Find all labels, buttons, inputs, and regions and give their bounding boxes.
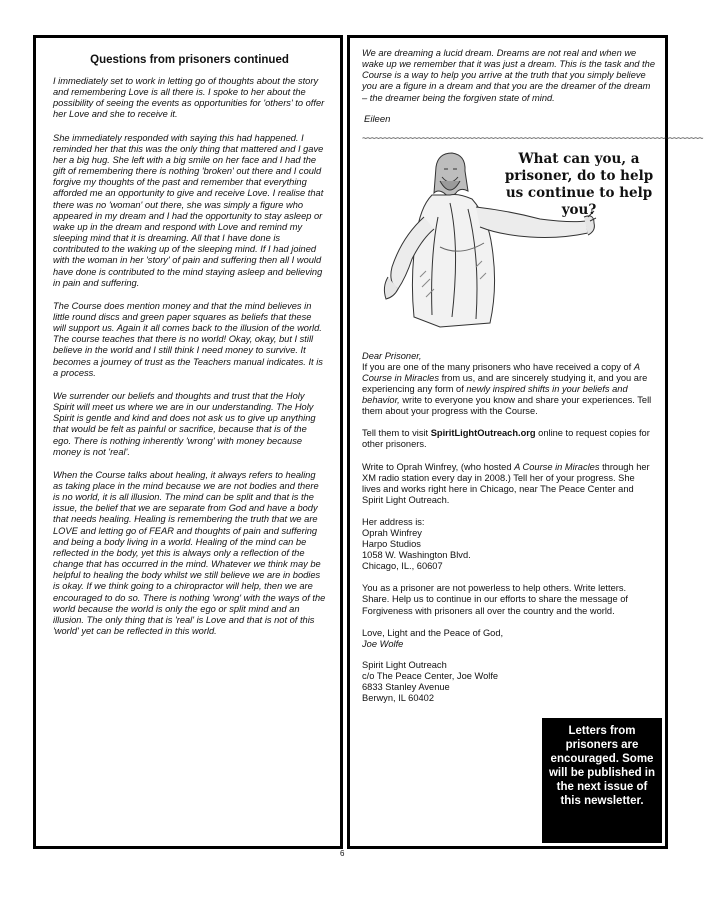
signature-eileen: Eileen — [364, 113, 391, 125]
section-heading: Questions from prisoners continued — [90, 54, 289, 66]
address-block: Her address is: Oprah Winfrey Harpo Studios 1058 W. Washington Blvd. Chicago, IL., 60607 — [362, 516, 471, 572]
paragraph: The Course does mention money and that the mind believes in little round discs and green paper squares as beliefs that these will support us. Again it all comes back to the illusion of the world. The course teaches that there is no world! Okay, okay, but I still believe in the world and I still think I need money to survive. It becomes a journey of trust as the Teachers manual indicates. It is a process. — [53, 300, 323, 378]
paragraph: When the Course talks about healing, it always refers to healing as taking place in the mind because we are not bodies and there is no world, it is all illusion. The mind can be split and that is the issue, the belief that we are separate from God and have a body that needs healing. Healing is remembering the truth that we are LOVE and letting go of FEAR and thoughts of pain and suffering and being a body living in a world. Healing of the mind can be reflected in the body, yet this is always only a reflection of the change that has occurred in the mind. Whatever we think may be helpful to healing the body whilst we still believe we are in bodies is okay. If we think going to a chiropractor will help, then we are encouraged to do so. There is nothing 'wrong' with the ways of the world because the world is only the ego or split mind and an illusion. The only thing that is 'real' is Love and that is not of this 'world' yet can be reflected in this world. — [53, 469, 326, 637]
divider: ~~~~~~~~~~~~~~~~~~~~~~~~~~~~~~~~~~~~~~~~~~~~~~~~~~~~~~~~~~~~~~~~~~~~~~~~~~~~~~~~ — [362, 132, 703, 143]
paragraph-progress: If you are one of the many prisoners who have received a copy of A Course in Miracles from us, and are sincerely studying it, and you are experiencing any form of newly inspired shifts in your beliefs and behavior, write to everyone you know and share your experiences. Tell them about your progress with the Course. — [362, 361, 652, 417]
paragraph-visit: Tell them to visit SpiritLightOutreach.org online to request copies for other prisoners. — [362, 428, 650, 450]
paragraph: She immediately responded with saying this had happened. I reminded her that this was the only thing that mattered and I gave her a big hug. She left with a big smile on her face and I had the gift of remembering there is nothing 'broken' out there and I could forgive my thoughts of the past and remember that everything afforded me an opportunity to give and receive Love. I realise that there was no 'woman' out there, she was simply a figure who appeared in my dream and I had the opportunity to stay asleep or wake up in the dream and respond with Love and remind my sleeping mind that it is dreaming. All that I have done is contributed to the waking up of the sleeping mind. If I had joined with the woman in her 'story' of pain and suffering then all I would have done is contributed to the mind staying asleep and believing in pain and suffering. — [53, 132, 324, 288]
website-link[interactable]: SpiritLightOutreach.org — [430, 428, 536, 439]
right-column — [347, 35, 703, 849]
closing-block: Love, Light and the Peace of God, Joe Wolfe — [362, 627, 504, 649]
promo-block — [362, 143, 655, 351]
letters-callout: Letters from prisoners are encouraged. Some will be published in the next issue of this newsletter. — [542, 718, 662, 843]
paragraph: We surrender our beliefs and thoughts and trust that the Holy Spirit will meet us where we are in our understanding. The Holy Spirit is gentle and kind and does not ask us to give up anything that would be felt as painful or sacrifice, because that is of the ego. There is nothing inherently 'wrong' with money because money is not 'real'. — [53, 390, 316, 457]
paragraph: I immediately set to work in letting go of thoughts about the story and remembering Love is all there is. I spoke to her about the possibility of seeing the events as opportunities for 'others' to offer her Love and she to receive it. — [53, 76, 325, 120]
intro-paragraph: We are dreaming a lucid dream. Dreams are not real and when we wake up we remember that it was just a dream. This is the task and the Course is a way to help you arrive at the truth that you simply believe you are a figure in a dream and that you are the dreamer of the dream – the dreamer being the forgiven state of mind. — [362, 48, 655, 103]
salutation: Dear Prisoner, — [362, 350, 422, 361]
paragraph-not-powerless: You as a prisoner are not powerless to help others. Write letters. Share. Help us to continue in our efforts to share the message of Forgiveness with prisoners all over the country and the world. — [362, 583, 628, 616]
paragraph-oprah: Write to Oprah Winfrey, (who hosted A Course in Miracles through her XM radio station every day in 2008.) Tell her of your progress. She lives and works right here in Chicago, near The Peace Center and Spirit Light Outreach. — [362, 461, 650, 505]
page-number: 6 — [340, 849, 345, 858]
left-column — [33, 35, 343, 849]
promo-headline: What can you, a prisoner, do to help us continue to help you? — [504, 150, 654, 218]
organization-address: Spirit Light Outreach c/o The Peace Center, Joe Wolfe 6833 Stanley Avenue Berwyn, IL 60402 — [362, 659, 499, 704]
